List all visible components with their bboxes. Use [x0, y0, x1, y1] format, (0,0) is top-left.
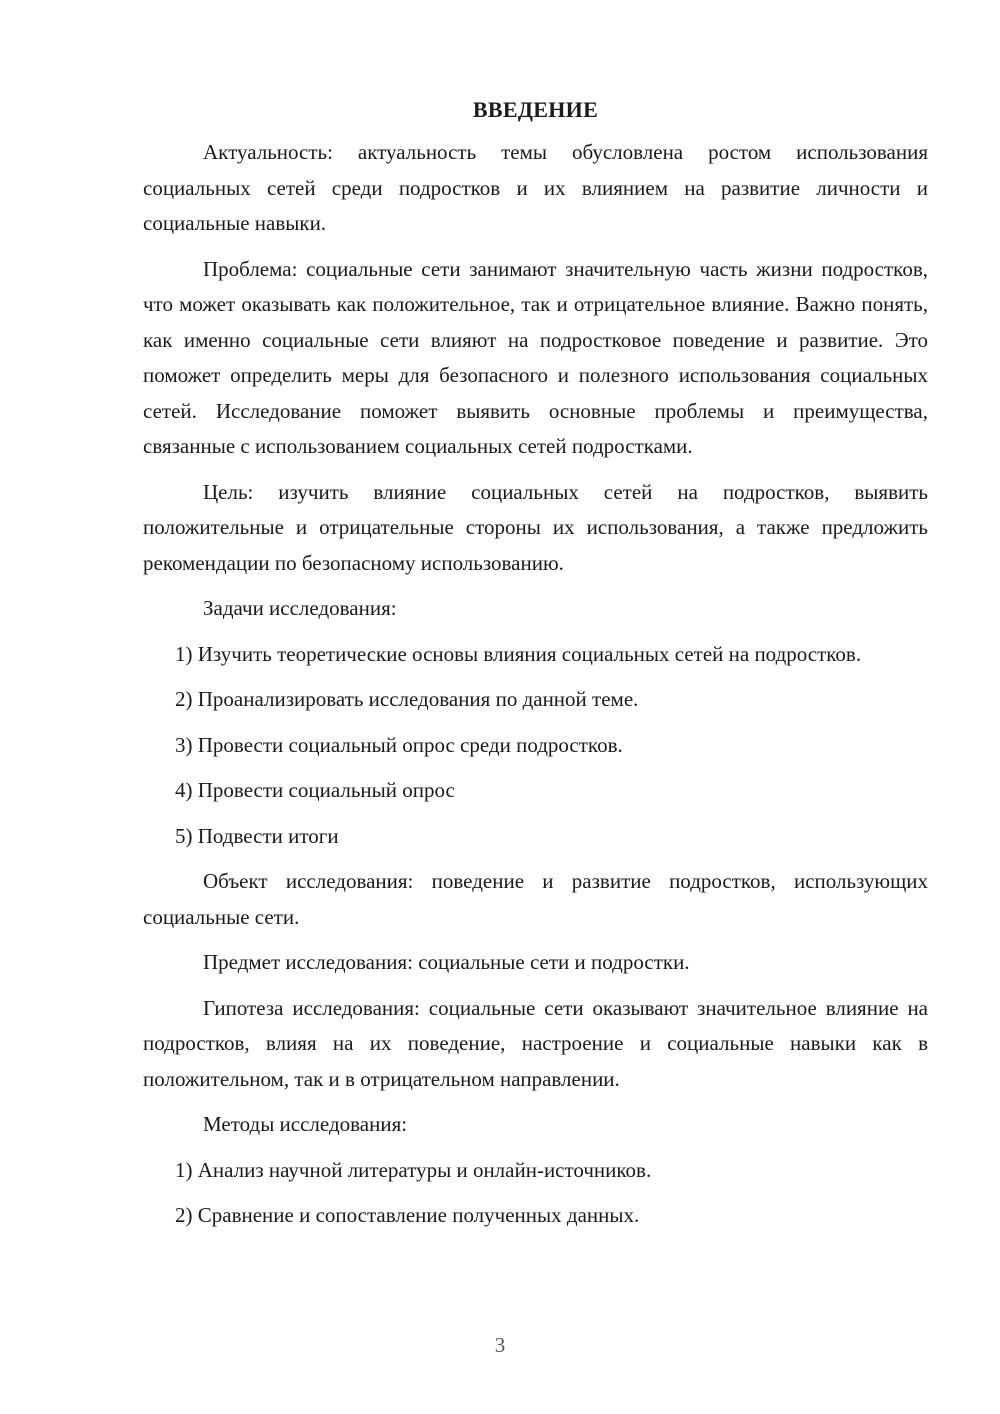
- paragraph: Проблема: социальные сети занимают значительную часть жизни подростков, что может оказывать как положительное, так и отрицательное влияние. Важно понять, как именно социальные сети влияют на подростковое поведение и развитие. Это поможет определить меры для безопасного и полезного использования социальных сетей. Исследование поможет выявить основные проблемы и преимущества, связанные с использованием социальных сетей подростками.: [143, 256, 928, 458]
- list-item: 5) Подвести итоги: [175, 823, 339, 848]
- paragraph: Методы исследования:: [203, 1112, 408, 1136]
- page-number: 3: [494, 1333, 506, 1357]
- list-item: 2) Сравнение и сопоставление полученных данных.: [175, 1203, 640, 1227]
- paragraph: Гипотеза исследования: социальные сети оказывают значительное влияние на подростков, влияя на их поведение, настроение и социальные навыки как в положительном, так и в отрицательном направлении.: [143, 995, 928, 1091]
- paragraph: Актуальность: актуальность темы обусловлена ростом использования социальных сетей среди подростков и их влиянием на развитие личности и социальные навыки.: [143, 140, 928, 235]
- list-item: 1) Анализ научной литературы и онлайн-источников.: [175, 1157, 652, 1182]
- list-item: 4) Провести социальный опрос: [175, 778, 455, 802]
- paragraph: Цель: изучить влияние социальных сетей на подростков, выявить положительные и отрицательные стороны их использования, а также предложить рекомендации по безопасному использованию.: [143, 479, 928, 575]
- paragraph: Задачи исследования:: [203, 596, 397, 620]
- paragraph: Предмет исследования: социальные сети и подростки.: [203, 950, 690, 974]
- list-item: 2) Проанализировать исследования по данной теме.: [175, 687, 639, 711]
- section-title: ВВЕДЕНИЕ: [472, 97, 599, 122]
- paragraph: Объект исследования: поведение и развитие подростков, использующих социальные сети.: [143, 869, 928, 929]
- list-item: 3) Провести социальный опрос среди подростков.: [175, 732, 623, 757]
- list-item: 1) Изучить теоретические основы влияния социальных сетей на подростков.: [175, 641, 862, 666]
- document-page: [143, 92, 928, 1244]
- document-body: [143, 135, 928, 1234]
